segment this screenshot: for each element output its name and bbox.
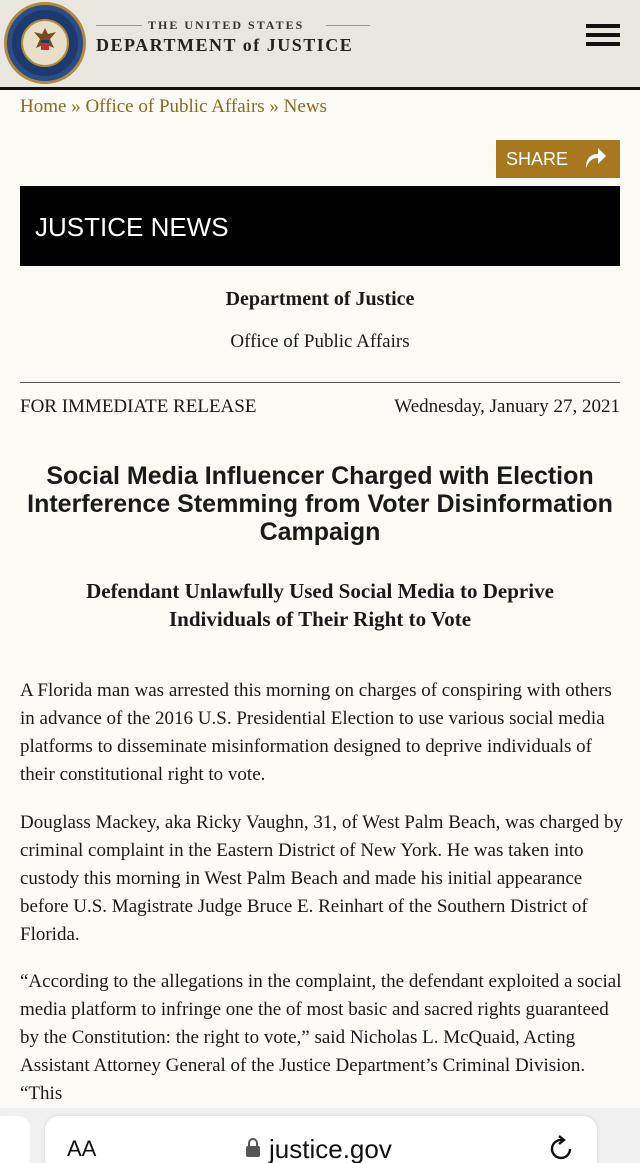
justice-news-banner: [20, 186, 620, 266]
press-headline: Social Media Influencer Charged with Election Interference Stemming from Voter Disinformation Campaign: [27, 462, 613, 546]
breadcrumb-opa-link[interactable]: Office of Public Affairs: [85, 96, 265, 117]
doj-seal-icon[interactable]: [4, 2, 86, 84]
reader-settings-button[interactable]: AA: [67, 1136, 97, 1161]
brand-main-text[interactable]: DEPARTMENT of JUSTICE: [96, 35, 354, 55]
press-subheadline: Defendant Unlawfully Used Social Media to Deprive Individuals of Their Right to Vote: [86, 579, 554, 631]
justice-news-title: JUSTICE NEWS: [35, 212, 229, 242]
previous-tab-edge[interactable]: [0, 1116, 30, 1163]
share-button[interactable]: [496, 140, 620, 178]
hamburger-menu-icon[interactable]: [586, 24, 620, 46]
department-heading: Department of Justice: [225, 288, 415, 310]
body-paragraph: “According to the allegations in the complaint, the defendant exploited a social media platform to infringe one the of most basic and sacred rights guaranteed by the Constitution: the right to vote,” said Nicholas L. McQuaid, Acting Assistant Attorney General of the Justice Department’s Criminal Division. “This: [20, 971, 622, 1104]
reload-icon[interactable]: [549, 1134, 575, 1162]
body-paragraph: Douglass Mackey, aka Ricky Vaughn, 31, of West Palm Beach, was charged by criminal complaint in the Eastern District of New York. He was taken into custody this morning in West Palm Beach and made his initial appearance before U.S. Magistrate Judge Bruce E. Reinhart of the Southern District of Florida.: [20, 812, 623, 945]
divider: [20, 382, 620, 383]
breadcrumb-news-link[interactable]: News: [283, 96, 327, 117]
share-arrow-icon: [580, 144, 608, 172]
site-header: [0, 0, 640, 90]
address-bar[interactable]: [45, 1116, 597, 1163]
lock-icon: [245, 1138, 261, 1158]
release-date: Wednesday, January 27, 2021: [394, 396, 620, 417]
breadcrumb-separator: »: [269, 96, 279, 117]
brand-top-text: THE UNITED STATES: [148, 18, 305, 32]
eagle-icon: [32, 26, 58, 58]
url-text[interactable]: justice.gov: [269, 1134, 392, 1163]
office-heading: Office of Public Affairs: [230, 331, 410, 352]
breadcrumb-home-link[interactable]: Home: [20, 96, 67, 117]
release-label: FOR IMMEDIATE RELEASE: [20, 396, 257, 417]
body-paragraph: A Florida man was arrested this morning on charges of conspiring with others in advance of the 2016 U.S. Presidential Election to use various social media platforms to disseminate misinformation designed to deprive individuals of their constitutional right to vote.: [20, 680, 612, 785]
breadcrumb: [20, 96, 327, 118]
brand-rule-left: [96, 25, 142, 26]
brand-rule-right: [326, 25, 370, 26]
share-label: SHARE: [506, 149, 569, 169]
breadcrumb-separator: »: [71, 96, 81, 117]
